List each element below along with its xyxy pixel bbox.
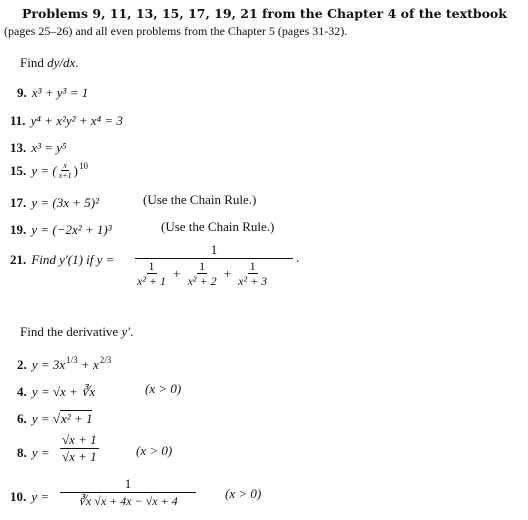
fraction-numerator: √x + 1	[62, 432, 97, 447]
chain-rule-note: (Use the Chain Rule.)	[161, 219, 275, 234]
instruction-math: dy/dx	[47, 55, 76, 70]
problem-number: 21.	[10, 252, 27, 267]
problem-expression: y⁴ + x²y² + x⁴ = 3	[30, 113, 123, 128]
radicand: x² + 1	[61, 411, 93, 426]
page-subtitle: (pages 25–26) and all even problems from the Chapter 5 (pages 31-32).	[4, 24, 348, 38]
page-title: Problems 9, 11, 13, 15, 17, 19, 21 from the Chapter 4 of the textbook	[22, 6, 507, 21]
fraction-denominator: √x + 1	[62, 449, 97, 464]
sqrt-symbol: √	[52, 411, 61, 426]
problem-4	[17, 381, 95, 400]
term-1-bottom: x² + 1	[137, 274, 167, 288]
fraction-numerator: 1	[60, 476, 196, 493]
problem-17	[10, 192, 99, 211]
term-1-top: 1	[148, 259, 155, 273]
problem-15	[10, 160, 88, 180]
term-3-top: 1	[249, 259, 256, 273]
problem-number: 6.	[17, 411, 27, 426]
term-2-bottom: x² + 2	[187, 274, 217, 288]
problem-number: 8.	[17, 445, 27, 460]
instruction-text: Find	[20, 55, 48, 70]
fraction-numerator: x	[63, 161, 67, 170]
problem-13	[10, 137, 67, 156]
problem-number: 9.	[17, 85, 27, 100]
fraction-denominator: ∛x √x + 4x − √x + 4	[78, 494, 178, 508]
problem-lhs: y =	[31, 411, 53, 426]
problem-6	[17, 408, 92, 427]
term-3-bottom: x² + 3	[238, 274, 268, 288]
problem-8	[17, 442, 50, 461]
term-1	[135, 259, 168, 288]
section1-instruction	[20, 55, 79, 71]
section2-instruction	[20, 324, 133, 340]
instruction-period: .	[130, 324, 134, 339]
problem-expression: x³ + y³ = 1	[31, 85, 89, 100]
problem-number: 10.	[10, 489, 27, 504]
problem-number: 4.	[17, 384, 27, 399]
fraction	[60, 476, 196, 509]
problem-number: 11.	[10, 113, 26, 128]
problem-rhs: )	[73, 163, 79, 178]
problem-number: 17.	[10, 195, 27, 210]
problem-expression-mid: + x	[77, 357, 99, 372]
fraction	[57, 161, 74, 180]
problem-19	[10, 219, 112, 238]
exponent: 2/3	[99, 355, 112, 365]
instruction-text: Find the derivative	[20, 324, 122, 339]
problem-lhs: y = (	[31, 163, 57, 178]
fraction-10	[60, 476, 196, 509]
term-2	[186, 259, 219, 288]
problem-11	[10, 110, 123, 129]
exponent: 1/3	[66, 355, 78, 365]
fraction-denominator: x+1	[58, 171, 72, 180]
fraction-8	[60, 432, 99, 465]
problem-number: 15.	[10, 163, 27, 178]
instruction-period: .	[75, 55, 79, 70]
fraction	[60, 432, 99, 465]
problem-lead: Find y′(1) if y =	[31, 252, 115, 267]
term-2-top: 1	[199, 259, 206, 273]
problem-expression: y = (−2x² + 1)³	[31, 222, 112, 237]
problem-2	[17, 354, 111, 373]
instruction-math: y′	[121, 324, 131, 339]
domain-note: (x > 0)	[225, 486, 262, 501]
problem-expression: y = (3x + 5)²	[31, 195, 99, 210]
problem-expression: y = √x + ∛x	[31, 384, 96, 399]
domain-note: (x > 0)	[136, 443, 173, 458]
problem-lhs: y =	[31, 489, 50, 504]
problem-10	[10, 486, 49, 505]
main-fraction-numerator	[135, 241, 293, 259]
domain-note: (x > 0)	[145, 381, 182, 396]
term-3	[236, 259, 269, 288]
problem-lhs: y =	[31, 445, 50, 460]
main-fraction-denominator	[135, 259, 269, 288]
problem-expression: x³ = y⁵	[31, 140, 67, 155]
trailing-period: .	[296, 250, 300, 265]
problem-number: 19.	[10, 222, 27, 237]
problem-number: 13.	[10, 140, 27, 155]
problem-9	[17, 82, 88, 101]
plus-sign: +	[173, 266, 181, 281]
exponent: 10	[79, 161, 89, 171]
problem-21	[10, 249, 114, 268]
plus-sign: +	[223, 266, 232, 281]
problem-number: 2.	[17, 357, 27, 372]
problem-expression: y = 3x	[31, 357, 66, 372]
chain-rule-note: (Use the Chain Rule.)	[143, 192, 257, 207]
numerator-one: 1	[210, 242, 218, 257]
